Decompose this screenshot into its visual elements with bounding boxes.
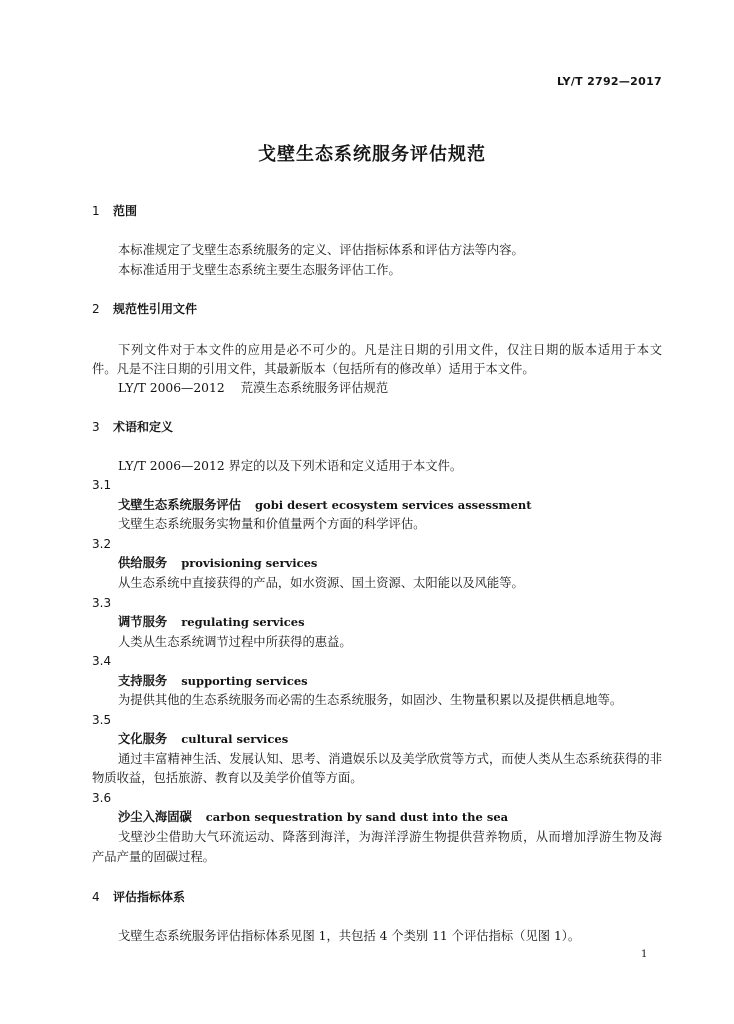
definition-line: 产品产量的固碳过程。 [92, 850, 215, 864]
term-english: carbon sequestration by sand dust into the sea [205, 810, 509, 824]
term-chinese: 沙尘入海固碳 [118, 810, 192, 824]
term-chinese: 供给服务 [118, 556, 168, 570]
reference-code: LY/T 2006—2012 [118, 381, 225, 395]
paragraph-line: 件。凡是不注日期的引用文件，其最新版本（包括所有的修改单）适用于本文件。 [92, 362, 535, 376]
term-number: 3.1 [92, 478, 112, 492]
term-number: 3.6 [92, 791, 112, 805]
term-chinese: 调节服务 [118, 615, 168, 629]
term-number: 3.5 [92, 713, 112, 727]
standard-code: LY/T 2792—2017 [556, 75, 662, 88]
section-heading: 评估指标体系 [113, 890, 186, 904]
term-english: cultural services [181, 732, 289, 746]
term-entry [118, 498, 532, 513]
definition-line: 从生态系统中直接获得的产品，如水资源、国土资源、太阳能以及风能等。 [118, 576, 524, 590]
section-number: 1 [92, 204, 100, 218]
definition-line: 戈壁沙尘借助大气环流运动、降落到海洋，为海洋浮游生物提供营养物质，从而增加浮游生物及海 [118, 830, 662, 844]
definition-line: 人类从生态系统调节过程中所获得的惠益。 [118, 635, 352, 649]
section-heading: 术语和定义 [113, 420, 174, 434]
term-number: 3.3 [92, 596, 112, 610]
term-entry [118, 810, 508, 825]
reference-entry [118, 381, 388, 396]
paragraph-line: 下列文件对于本文件的应用是必不可少的。凡是注日期的引用文件，仅注日期的版本适用于本文 [118, 343, 662, 357]
term-english: gobi desert ecosystem services assessment [254, 498, 532, 512]
section-number: 4 [92, 890, 100, 904]
term-chinese: 支持服务 [118, 674, 168, 688]
paragraph-line: 本标准适用于戈壁生态系统主要生态服务评估工作。 [118, 263, 401, 277]
definition-line: 戈壁生态系统服务实物量和价值量两个方面的科学评估。 [118, 517, 426, 531]
term-chinese: 文化服务 [118, 732, 168, 746]
page-number: 1 [641, 949, 648, 960]
paragraph-line: 本标准规定了戈壁生态系统服务的定义、评估指标体系和评估方法等内容。 [118, 243, 524, 257]
term-number: 3.4 [92, 654, 112, 668]
term-entry [118, 556, 317, 571]
term-entry [118, 615, 305, 630]
section-heading: 规范性引用文件 [113, 302, 198, 316]
term-english: provisioning services [181, 556, 318, 570]
reference-title: 荒漠生态系统服务评估规范 [240, 381, 389, 395]
definition-line: 通过丰富精神生活、发展认知、思考、消遣娱乐以及美学欣赏等方式，而使人类从生态系统获得的非 [118, 752, 662, 766]
definition-line: 为提供其他的生态系统服务而必需的生态系统服务，如固沙、生物量积累以及提供栖息地等。 [118, 693, 623, 707]
term-english: regulating services [181, 615, 305, 629]
term-chinese: 戈壁生态系统服务评估 [118, 498, 241, 512]
term-entry [118, 674, 308, 689]
paragraph-line: 戈壁生态系统服务评估指标体系见图 1，共包括 4 个类别 11 个评估指标（见图 1）。 [118, 929, 581, 943]
definition-line: 物质收益，包括旅游、教育以及美学价值等方面。 [92, 771, 363, 785]
document-title: 戈壁生态系统服务评估规范 [258, 144, 486, 165]
paragraph-line: LY/T 2006—2012 界定的以及下列术语和定义适用于本文件。 [118, 459, 463, 473]
term-number: 3.2 [92, 537, 112, 551]
section-number: 3 [92, 420, 100, 434]
term-english: supporting services [181, 674, 308, 688]
term-entry [118, 732, 288, 747]
section-heading: 范围 [113, 204, 138, 218]
section-number: 2 [92, 302, 100, 316]
